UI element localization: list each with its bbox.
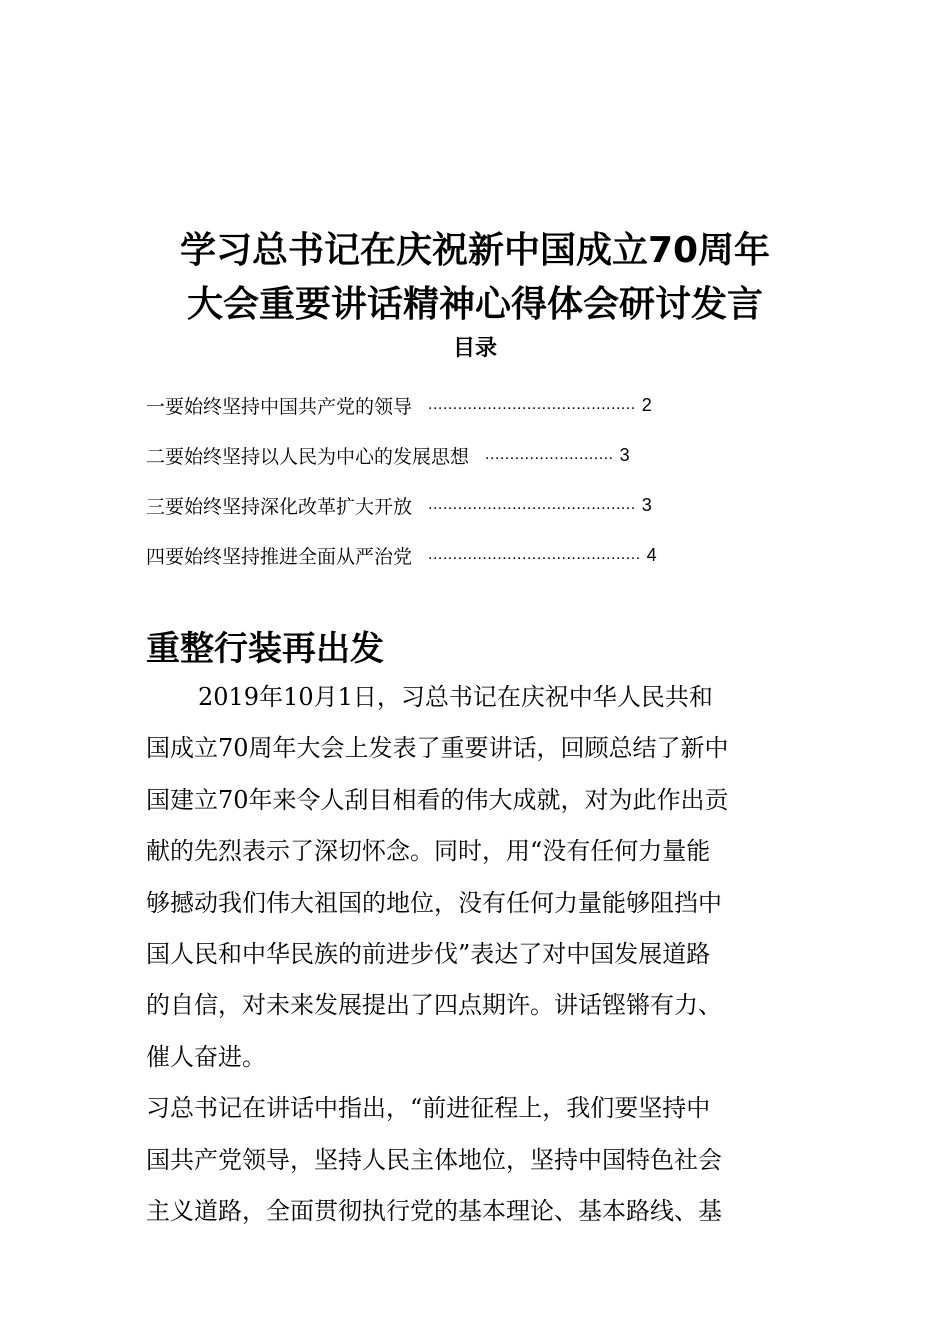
body-line: 的自信，对未来发展提出了四点期许。讲话铿锵有力、 <box>146 991 722 1020</box>
toc-entry[interactable] <box>146 480 806 530</box>
section-heading: 重整行装再出发 <box>146 629 384 669</box>
body-line: 国共产党领导，坚持人民主体地位，坚持中国特色社会 <box>146 1145 722 1174</box>
body-text <box>146 672 806 1237</box>
document-title <box>100 224 850 332</box>
toc-entry-label: 四要始终坚持推进全面从严治党 <box>146 545 413 568</box>
document-title-line-2: 大会重要讲话精神心得体会研讨发言 <box>186 284 763 325</box>
body-line: 2019年10月1日，习总书记在庆祝中华人民共和 <box>198 683 713 711</box>
document-title-line-1: 学习总书记在庆祝新中国成立70周年 <box>179 230 771 271</box>
body-line: 够撼动我们伟大祖国的地位，没有任何力量能够阻挡中 <box>146 888 722 917</box>
toc-entry[interactable] <box>146 430 806 480</box>
toc-entry-label: 三要始终坚持深化改革扩大开放 <box>146 495 413 518</box>
body-line: 催人奋进。 <box>146 1042 266 1071</box>
toc-entry-label: 二要始终坚持以人民为中心的发展思想 <box>146 445 470 468</box>
toc-entry[interactable] <box>146 530 806 580</box>
body-line: 习总书记在讲话中指出，“前进征程上，我们要坚持中 <box>146 1094 711 1123</box>
toc-page-number: 2 <box>641 394 652 415</box>
table-of-contents <box>146 380 806 580</box>
toc-entry-label: 一要始终坚持中国共产党的领导 <box>146 395 413 418</box>
toc-page-number: 3 <box>641 494 652 515</box>
body-line: 国建立70年来令人刮目相看的伟大成就，对为此作出贡 <box>146 785 729 814</box>
toc-heading: 目录 <box>452 336 497 361</box>
body-line: 主义道路，全面贯彻执行党的基本理论、基本路线、基 <box>146 1196 722 1225</box>
toc-dot-leader: .......................................... <box>428 396 636 413</box>
toc-dot-leader: .......................................... <box>428 496 636 513</box>
toc-page-number: 4 <box>646 544 657 565</box>
body-line: 国人民和中华民族的前进步伐”表达了对中国发展道路 <box>146 939 711 968</box>
toc-page-number: 3 <box>619 444 630 465</box>
toc-entry[interactable] <box>146 380 806 430</box>
body-line: 献的先烈表示了深切怀念。同时，用“没有任何力量能 <box>146 837 711 866</box>
toc-dot-leader: ........................................... <box>428 546 641 563</box>
toc-dot-leader: .......................... <box>485 446 614 463</box>
body-line: 国成立70周年大会上发表了重要讲话，回顾总结了新中 <box>146 734 729 763</box>
